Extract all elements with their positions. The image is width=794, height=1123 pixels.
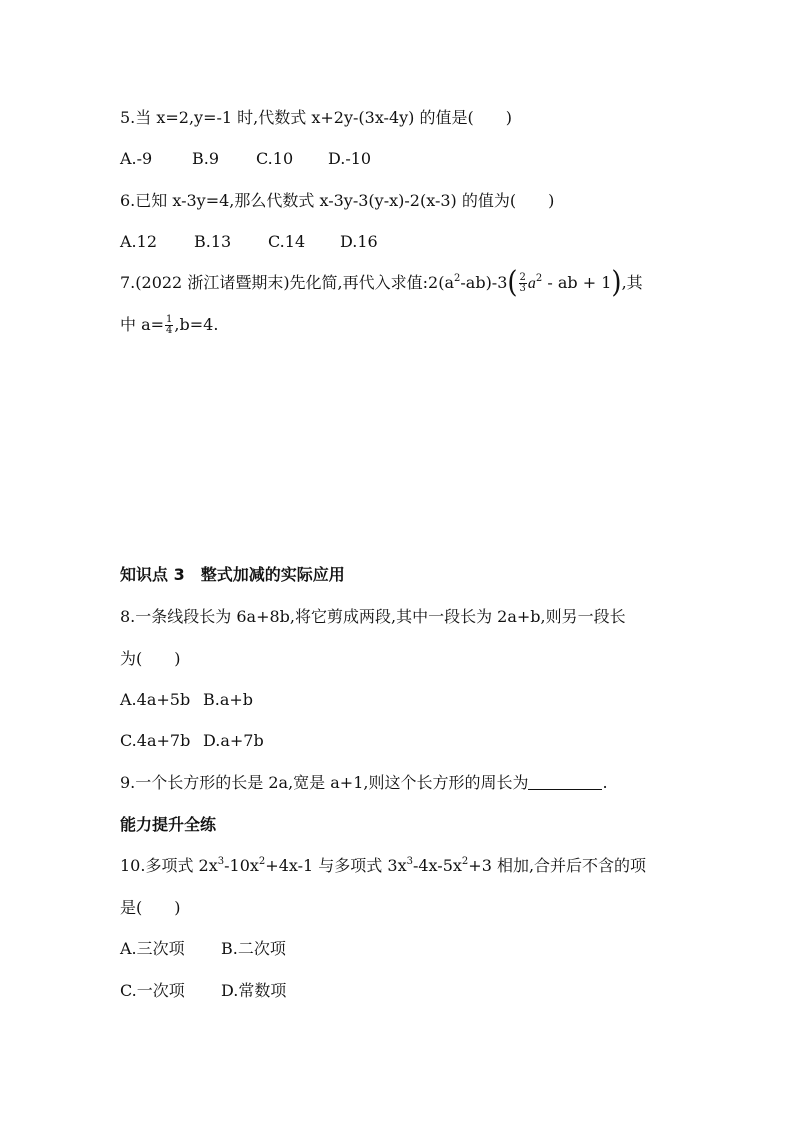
question-8-options-row-2 xyxy=(120,731,264,751)
option-b: B.a+b xyxy=(203,690,254,709)
right-paren: ) xyxy=(611,265,622,301)
q7-mid: -ab)-3 xyxy=(460,273,508,292)
question-8-options-row-1 xyxy=(120,690,253,710)
option-d: D.16 xyxy=(340,232,378,251)
question-7-line-2 xyxy=(120,315,218,336)
section-heading-ability: 能力提升全练 xyxy=(120,815,217,834)
q10-exp-1: 3 xyxy=(217,856,225,867)
q10-exp-3: 3 xyxy=(406,856,413,867)
question-10-options-row-2 xyxy=(120,981,286,1001)
question-8-stem-line-2: 为( ) xyxy=(120,649,181,668)
question-10-stem-line-2: 是( ) xyxy=(120,898,181,917)
option-b: B.二次项 xyxy=(221,939,286,958)
question-8-stem-line-1: 8.一条线段长为 6a+8b,将它剪成两段,其中一段长为 2a+b,则另一段长 xyxy=(120,607,626,626)
option-a: A.三次项 xyxy=(120,939,185,958)
q7-line2-end: ,b=4. xyxy=(174,315,219,334)
option-c: C.一次项 xyxy=(120,981,185,1000)
question-10-stem-line-1 xyxy=(120,856,646,876)
option-d: D.-10 xyxy=(328,149,372,168)
option-c: C.4a+7b xyxy=(120,731,191,750)
q7-exponent: 2 xyxy=(454,273,461,284)
answer-blank xyxy=(528,773,602,790)
q7-line2-start: 中 a= xyxy=(120,315,165,334)
question-5-options xyxy=(120,149,371,169)
q9-end: . xyxy=(602,773,608,792)
question-9-stem xyxy=(120,773,608,793)
option-b: B.13 xyxy=(194,232,232,251)
question-6-options xyxy=(120,232,378,252)
q10-part-2: -10x xyxy=(224,856,259,875)
option-c: C.14 xyxy=(268,232,306,251)
q10-part-3: +4x-1 与多项式 3x xyxy=(265,856,407,875)
fraction-one-fourth: $\frac{1}{4}$ xyxy=(166,314,173,336)
q10-part-5: +3 相加,合并后不含的项 xyxy=(468,856,647,875)
question-6-stem: 6.已知 x-3y=4,那么代数式 x-3y-3(y-x)-2(x-3) 的值为( ) xyxy=(120,191,555,210)
q10-part-1: 10.多项式 2x xyxy=(120,856,218,875)
q10-exp-2: 2 xyxy=(258,856,266,867)
option-c: C.10 xyxy=(256,149,294,168)
option-a: A.12 xyxy=(120,232,157,251)
q7-var-a: a xyxy=(527,275,536,292)
q10-exp-4: 2 xyxy=(461,856,469,867)
left-paren: ( xyxy=(507,265,518,301)
option-a: A.4a+5b xyxy=(120,690,191,709)
q9-text: 9.一个长方形的长是 2a,宽是 a+1,则这个长方形的周长为 xyxy=(120,773,529,792)
q10-part-4: -4x-5x xyxy=(412,856,462,875)
option-a: A.-9 xyxy=(120,149,153,168)
option-b: B.9 xyxy=(192,149,220,168)
q7-suffix: ,其 xyxy=(621,273,643,292)
q7-exponent-2: 2 xyxy=(535,273,543,284)
question-10-options-row-1 xyxy=(120,939,286,959)
question-5-stem: 5.当 x=2,y=-1 时,代数式 x+2y-(3x-4y) 的值是( ) xyxy=(120,108,512,127)
option-d: D.a+7b xyxy=(203,731,264,750)
q7-prefix: 7.(2022 浙江诸暨期末)先化简,再代入求值:2(a xyxy=(120,273,454,292)
question-7-stem xyxy=(120,265,643,301)
fraction-two-thirds: $\frac{2}{3}$ xyxy=(519,272,526,294)
q7-inner-tail: - ab + 1 xyxy=(542,273,612,292)
option-d: D.常数项 xyxy=(221,981,287,1000)
section-heading-3: 知识点 3 整式加减的实际应用 xyxy=(120,565,345,584)
